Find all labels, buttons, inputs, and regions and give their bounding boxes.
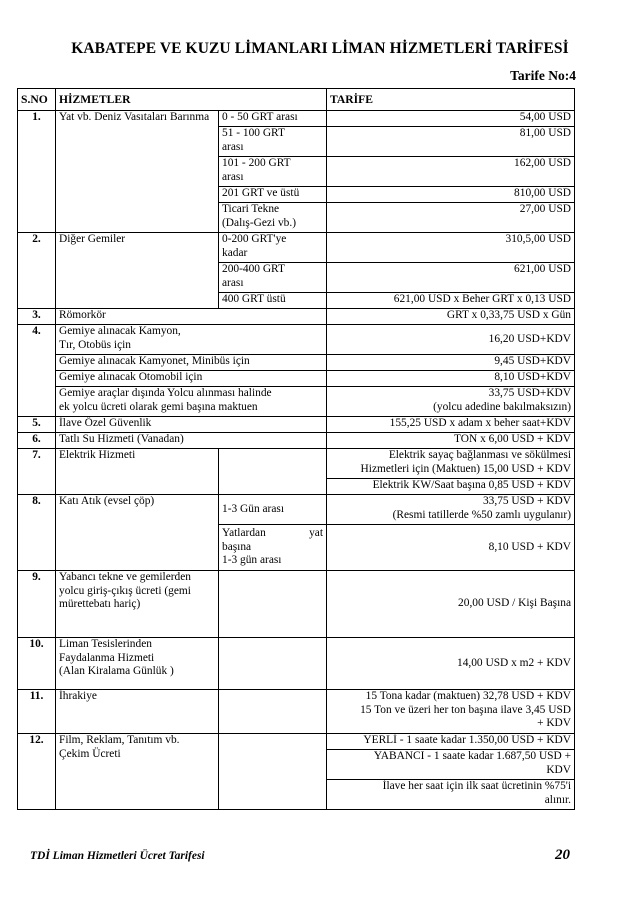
- empty-cell: [219, 571, 327, 638]
- row-number: 4.: [18, 325, 56, 417]
- service-name: Liman Tesislerinden Faydalanma Hizmeti (Alan Kiralama Günlük ): [56, 638, 219, 690]
- sub-range: Yatlardan yat başına 1-3 gün arası: [219, 525, 327, 571]
- tariff-value: 14,00 USD x m2 + KDV: [327, 638, 575, 690]
- header-hizmetler: HİZMETLER: [56, 89, 327, 111]
- tariff-value: 27,00 USD: [327, 203, 575, 233]
- tariff-value: 621,00 USD x Beher GRT x 0,13 USD: [327, 293, 575, 309]
- sub-range: 200-400 GRT arası: [219, 263, 327, 293]
- tariff-value: Elektrik sayaç bağlanması ve sökülmesi Hizmetleri için (Maktuen) 15,00 USD + KDV: [327, 449, 575, 479]
- tariff-value: 33,75 USD+KDV (yolcu adedine bakılmaksızın): [327, 387, 575, 417]
- tariff-value: 310,5,00 USD: [327, 233, 575, 263]
- row-number: 2.: [18, 233, 56, 309]
- tariff-value: 33,75 USD + KDV (Resmi tatillerde %50 zamlı uygulanır): [327, 495, 575, 525]
- table-row: [18, 449, 575, 479]
- table-row: [18, 371, 575, 387]
- empty-cell: [219, 690, 327, 734]
- tariff-value: 16,20 USD+KDV: [327, 325, 575, 355]
- service-name: Elektrik Hizmeti: [56, 449, 219, 495]
- header-sno: S.NO: [18, 89, 56, 111]
- tariff-value: 155,25 USD x adam x beher saat+KDV: [327, 417, 575, 433]
- table-row: [18, 690, 575, 734]
- row-number: 1.: [18, 111, 56, 233]
- service-name: Tatlı Su Hizmeti (Vanadan): [56, 433, 327, 449]
- table-row: [18, 433, 575, 449]
- table-row: [18, 734, 575, 750]
- service-name: Gemiye alınacak Kamyonet, Minibüs için: [56, 355, 327, 371]
- table-row: [18, 638, 575, 690]
- table-row: [18, 111, 575, 127]
- service-name: Gemiye alınacak Otomobil için: [56, 371, 327, 387]
- service-name: İhrakiye: [56, 690, 219, 734]
- service-name: Yat vb. Deniz Vasıtaları Barınma: [56, 111, 219, 233]
- row-number: 5.: [18, 417, 56, 433]
- sub-range: 101 - 200 GRT arası: [219, 157, 327, 187]
- sub-range: 1-3 Gün arası: [219, 495, 327, 525]
- service-name: Gemiye alınacak Kamyon, Tır, Otobüs için: [56, 325, 327, 355]
- row-number: 6.: [18, 433, 56, 449]
- page-title: KABATEPE VE KUZU LİMANLARI LİMAN HİZMETLERİ TARİFESİ: [71, 40, 569, 57]
- table-row: [18, 571, 575, 638]
- row-number: 7.: [18, 449, 56, 495]
- row-number: 12.: [18, 734, 56, 810]
- table-row: [18, 417, 575, 433]
- table-header-row: [18, 89, 575, 111]
- tariff-value: 9,45 USD+KDV: [327, 355, 575, 371]
- footer-title: TDİ Liman Hizmetleri Ücret Tarifesi: [30, 850, 205, 862]
- table-row: [18, 495, 575, 525]
- tariff-value: 8,10 USD + KDV: [327, 525, 575, 571]
- service-name: Yabancı tekne ve gemilerden yolcu giriş-çıkış ücreti (gemi mürettebatı hariç): [56, 571, 219, 638]
- table-row: [18, 309, 575, 325]
- sub-range: 0 - 50 GRT arası: [219, 111, 327, 127]
- tariff-value: TON x 6,00 USD + KDV: [327, 433, 575, 449]
- table-row: [18, 325, 575, 355]
- tariff-number: Tarife No:4: [510, 68, 576, 83]
- service-name: Gemiye araçlar dışında Yolcu alınması halinde ek yolcu ücreti olarak gemi başına maktuen: [56, 387, 327, 417]
- table-row: [18, 355, 575, 371]
- sub-range: 0-200 GRT'ye kadar: [219, 233, 327, 263]
- tariff-value: 621,00 USD: [327, 263, 575, 293]
- page-number: 20: [555, 847, 570, 863]
- tariff-value: 20,00 USD / Kişi Başına: [327, 571, 575, 638]
- tariff-value: GRT x 0,33,75 USD x Gün: [327, 309, 575, 325]
- tariff-value: 54,00 USD: [327, 111, 575, 127]
- service-name: Diğer Gemiler: [56, 233, 219, 309]
- empty-cell: [219, 734, 327, 810]
- table-row: [18, 387, 575, 417]
- tariff-value: İlave her saat için ilk saat ücretinin %75'i alınır.: [327, 780, 575, 810]
- row-number: 3.: [18, 309, 56, 325]
- sub-range: 400 GRT üstü: [219, 293, 327, 309]
- sub-range: Ticari Tekne (Dalış-Gezi vb.): [219, 203, 327, 233]
- row-number: 9.: [18, 571, 56, 638]
- tariff-table: [17, 88, 575, 810]
- tariff-value: 81,00 USD: [327, 127, 575, 157]
- empty-cell: [219, 449, 327, 495]
- empty-cell: [219, 638, 327, 690]
- header-tarife: TARİFE: [327, 89, 575, 111]
- tariff-value: 8,10 USD+KDV: [327, 371, 575, 387]
- service-name: Römorkör: [56, 309, 327, 325]
- service-name: Film, Reklam, Tanıtım vb. Çekim Ücreti: [56, 734, 219, 810]
- service-name: Katı Atık (evsel çöp): [56, 495, 219, 571]
- table-row: [18, 233, 575, 263]
- sub-range: 201 GRT ve üstü: [219, 187, 327, 203]
- sub-range: 51 - 100 GRT arası: [219, 127, 327, 157]
- tariff-value: 810,00 USD: [327, 187, 575, 203]
- service-name: İlave Özel Güvenlik: [56, 417, 327, 433]
- tariff-value: 15 Tona kadar (maktuen) 32,78 USD + KDV 15 Ton ve üzeri her ton başına ilave 3,45 USD + KDV: [327, 690, 575, 734]
- tariff-value: YABANCI - 1 saate kadar 1.687,50 USD + KDV: [327, 750, 575, 780]
- tariff-value: Elektrik KW/Saat başına 0,85 USD + KDV: [327, 479, 575, 495]
- row-number: 8.: [18, 495, 56, 571]
- row-number: 11.: [18, 690, 56, 734]
- tariff-value: YERLİ - 1 saate kadar 1.350,00 USD + KDV: [327, 734, 575, 750]
- row-number: 10.: [18, 638, 56, 690]
- tariff-value: 162,00 USD: [327, 157, 575, 187]
